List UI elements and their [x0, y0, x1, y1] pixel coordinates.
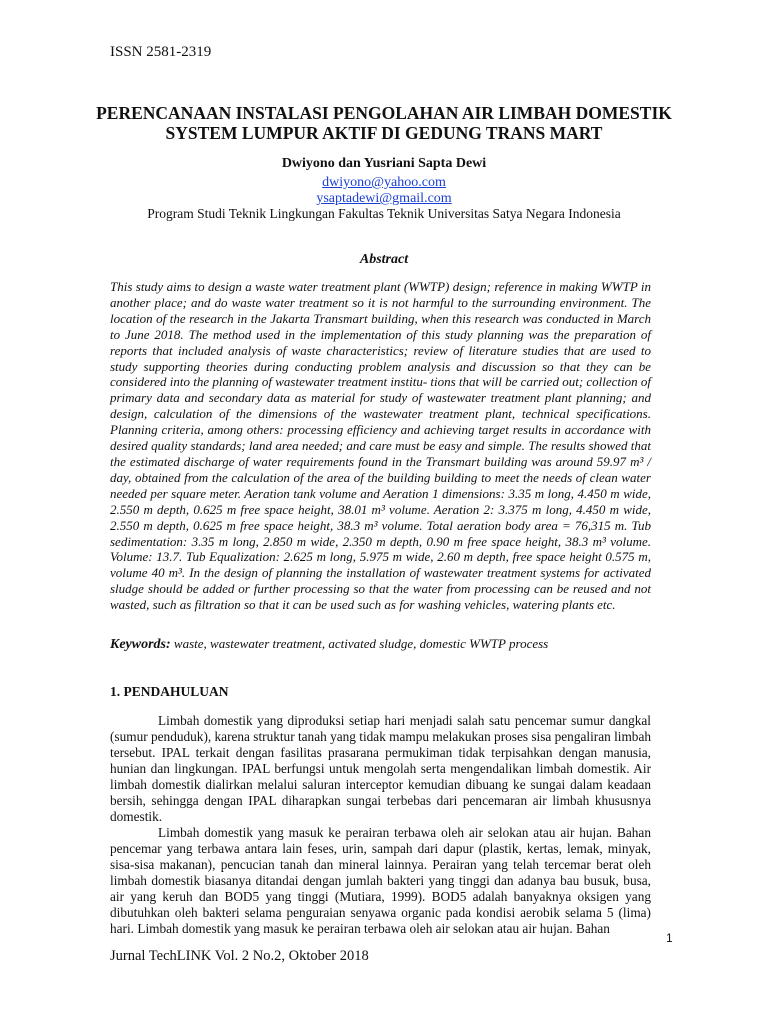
authors: Dwiyono dan Yusriani Sapta Dewi [281, 156, 487, 171]
page-number: 1 [666, 931, 673, 945]
author-email-1 [0, 175, 768, 191]
email-link-dwiyono[interactable]: dwiyono@yahoo.com [322, 175, 446, 190]
affiliation: Program Studi Teknik Lingkungan Fakultas Teknik Universitas Satya Negara Indonesia [147, 206, 621, 221]
abstract-heading: Abstract [359, 252, 409, 267]
section-body [110, 713, 651, 937]
keywords-label: Keywords: [110, 637, 171, 652]
keywords-text: waste, wastewater treatment, activated sludge, domestic WWTP process [170, 636, 549, 651]
author-email-2 [0, 191, 768, 207]
email-link-ysaptadewi[interactable]: ysaptadewi@gmail.com [316, 191, 452, 206]
paper-title: PERENCANAAN INSTALASI PENGOLAHAN AIR LIMBAH DOMESTIK SYSTEM LUMPUR AKTIF DI GEDUNG TRANS MART [96, 103, 672, 143]
keywords [110, 636, 651, 653]
abstract-text: This study aims to design a waste water treatment plant (WWTP) design; reference in making WWTP in another place; and do waste water treatment so it is not harmful to the surrounding environment. The location of the research in the Jakarta Transmart building, when this research was conducted in March to June 2018. The method used in the implementation of this study planning was the preparation of reports that included analysis of waste characteristics; review of literature studies that are used to study supporting theories during conducting problem analysis and discussion so that they can be considered into the planning of wastewater treatment institu- tions that will be carried out; collection of primary data and secondary data as material for study of wastewater treatment plant planning; and design, calculation of the dimensions of the wastewater treatment plant, technical specifications. Planning criteria, among others: processing efficiency and achieving target results in accordance with desired quality standards; land area needed; and care must be easy and simple. The results showed that the estimated discharge of water requirements found in the Transmart building was around 59.97 m³ / day, obtained from the calculation of the area of the building building to meet the needs of clean water needed per square meter. Aeration tank volume and Aeration 1 dimensions: 3.35 m long, 4.450 m wide, 2.550 m depth, 0.625 m free space height, 38.01 m³ volume. Aeration 2: 3.375 m long, 4.450 m wide, 2.550 m depth, 0.625 m free space height, 38.3 m³ volume. Total aeration body area = 76,315 m. Tub sedimentation: 3.35 m long, 2.850 m wide, 2.350 m depth, 0.90 m free space height, 38.3 m³ volume. Volume: 13.7. Tub Equalization: 2.625 m long, 5.975 m wide, 2.60 m depth, free space height 0.575 m, volume 40 m³. In the design of planning the installation of wastewater treatment systems for activated sludge should be added or further processing so that the water from processing can be reused and not wasted, such as filtration so that it can be used such as for washing vehicles, watering plants etc. [110, 279, 652, 613]
body-paragraph: Limbah domestik yang diproduksi setiap hari menjadi salah satu pencemar sumur dangkal (sumur penduduk), karena struktur tanah yang tidak mampu melakukan proses sisa pengaliran limbah tersebut. IPAL terkait dengan fasilitas prasarana permukiman tidak terpisahkan dengan manusia, hunian dan lingkungan. IPAL berfungsi untuk mengolah serta mengendalikan limbah domestik. Air limbah domestik dialirkan melalui saluran interceptor kemudian dibuang ke sungai dalam keadaan bersih, sehingga dengan IPAL diharapkan sungai terbebas dari pencemaran air limbah khususnya domestik. [110, 713, 651, 824]
journal-footer: Jurnal TechLINK Vol. 2 No.2, Oktober 2018 [110, 948, 369, 964]
section-heading: 1. PENDAHULUAN [110, 684, 229, 699]
issn-number: ISSN 2581-2319 [110, 44, 212, 60]
body-paragraph: Limbah domestik yang masuk ke perairan terbawa oleh air selokan atau air hujan. Bahan pencemar yang terbawa antara lain feses, urin, sampah dari dapur (plastik, kertas, lemak, minyak, sisa-sisa makanan), pencucian tanah dan mineral lainnya. Perairan yang telah tercemar berat oleh limbah domestik biasanya ditandai dengan jumlah bakteri yang tinggi dan adanya bau busuk, busa, air yang keruh dan BOD5 yang tinggi (Mutiara, 1999). BOD5 adalah banyaknya oksigen yang dibutuhkan oleh bakteri selama penguraian senyawa organic pada kondisi aerobik selama 5 (lima) hari. Limbah domestik yang masuk ke perairan terbawa oleh air selokan atau air hujan. Bahan [110, 825, 651, 936]
